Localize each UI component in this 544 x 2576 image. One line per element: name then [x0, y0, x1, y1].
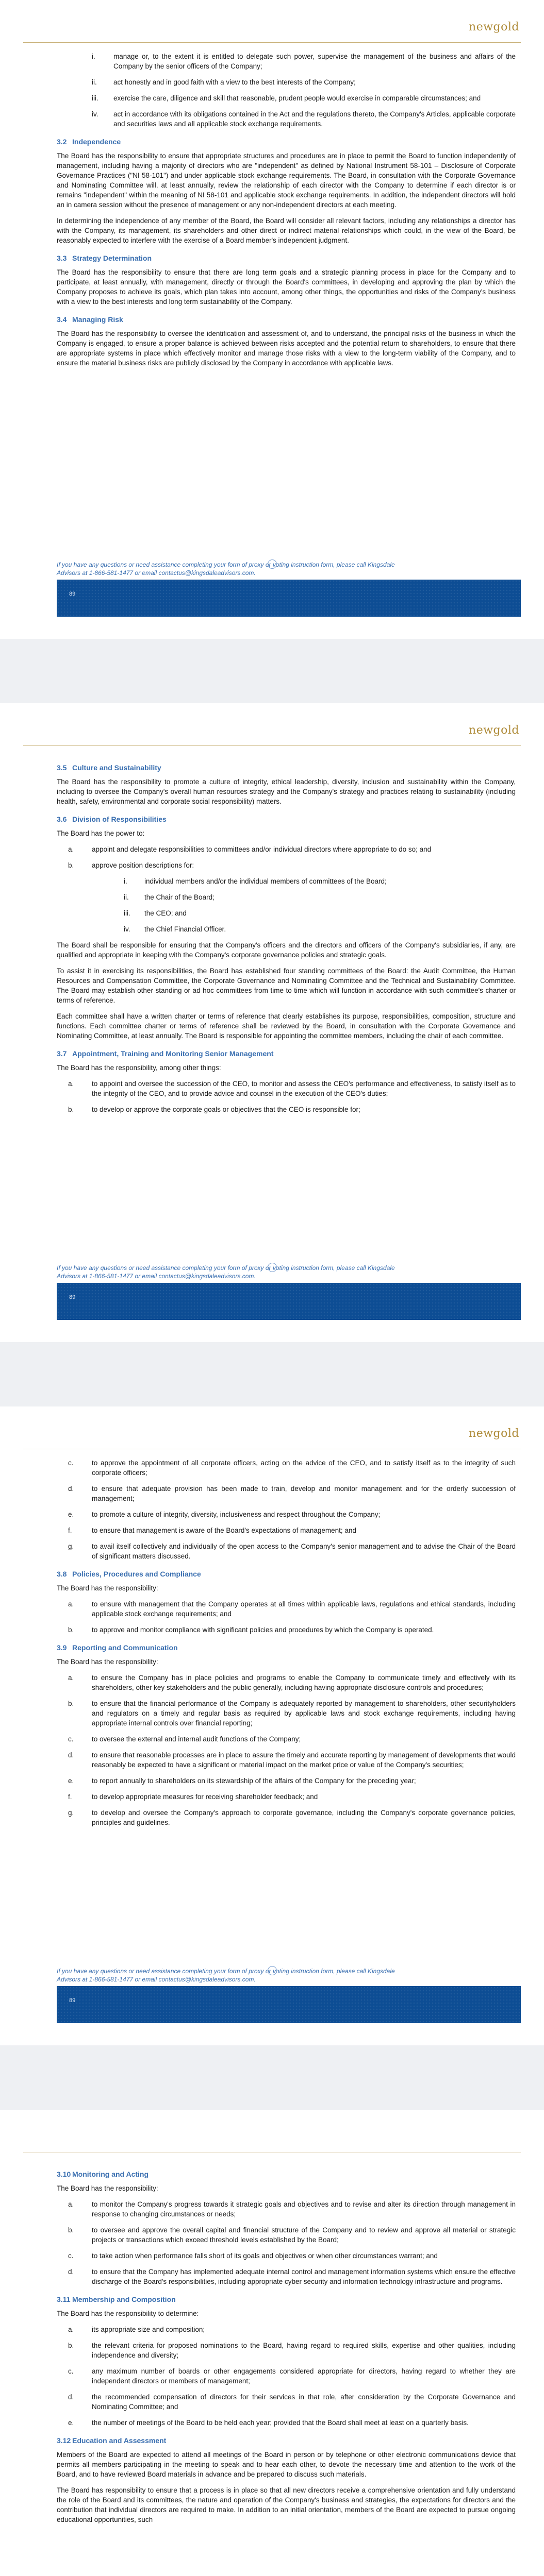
list-item: e. to promote a culture of integrity, diversity, inclusiveness and respect throughout the Company; — [68, 1511, 381, 1518]
page-number: 89 — [69, 591, 76, 597]
page-number: 89 — [69, 1294, 76, 1300]
paragraph: Members of the Board are expected to attend all meetings of the Board in person or by telephone or other electronic communications device that permits all members participating in the meeting to speak and to hear each other, to devote the necessary time and attention to the work of the Board, and to have reviewed Board materials in advance and be prepared to discuss such materials. — [57, 2451, 516, 2478]
section-heading: 3.12 Education and Assessment — [57, 2436, 167, 2445]
newgold-logo: newgold — [469, 724, 519, 737]
page-gap — [0, 639, 544, 703]
page-gap — [0, 1342, 544, 1406]
paragraph: The Board has the responsibility to ensure that there are long term goals and a strategic planning process in place for the Company and to participate, at least annually, with management, directly or through the Board's committees, in developing and approving the plan by which the Company proposes to achieve its goals, which plan takes into account, among other things, the opportunities and risks of the Company's business with a view to the best interests and long term sustainability of the Company. — [57, 268, 516, 306]
paragraph: The Board has the power to: — [57, 829, 145, 837]
list-item: b. the relevant criteria for proposed nominations to the Board, having regard to required skills, expertise and other qualities, including independence and diversity; — [68, 2342, 516, 2359]
list-item: c. to take action when performance falls short of its goals and objectives or when other circumstances warrant; and — [68, 2252, 438, 2260]
page-footer — [57, 1283, 521, 1320]
page-content — [57, 52, 516, 374]
list-item: b. to develop or approve the corporate goals or objectives that the CEO is responsible for; — [68, 1106, 360, 1113]
section-heading: 3.11 Membership and Composition — [57, 2295, 176, 2303]
paragraph: The Board has the responsibility: — [57, 1658, 158, 1666]
header-rule — [23, 745, 521, 746]
list-item: b. approve position descriptions for: — [68, 861, 194, 869]
list-item: a. to ensure the Company has in place policies and programs to enable the Company to communicate timely and effectively with its shareholders, other key stakeholders and the public generally, including having appropriate disclosure controls and procedures; — [68, 1674, 516, 1691]
circle-icon — [268, 560, 277, 569]
paragraph: The Board has the responsibility to promote a culture of integrity, ethical leadership, diversity, inclusion and sustainability within the Company, including to oversee the Company's overall human resources strategy and the Company's strategy and practices relating to sustainability (including health, safety, environmental and corporate social responsibility) matters. — [57, 778, 516, 805]
page-gap — [0, 2045, 544, 2110]
list-item: i. manage or, to the extent it is entitled to delegate such power, supervise the management of the business and affairs of the Company by the senior officers of the Company; — [92, 53, 516, 70]
page-header — [0, 0, 544, 46]
list-item: g. to avail itself collectively and individually of the open access to the Company's senior management and to advise the Chair of the Board of significant matters discussed. — [68, 1543, 516, 1560]
list-item: a. its appropriate size and composition; — [68, 2326, 205, 2333]
list-item: g. to develop and oversee the Company's approach to corporate governance, including the Company's corporate governance policies, principles and guidelines. — [68, 1809, 516, 1826]
paragraph: The Board has the responsibility to oversee the identification and assessment of, and to understand, the principal risks of the business in which the Company is engaged, to ensure a proper balance is achieved between risks accepted and the potential return to shareholders, to ensure that there are appropriate systems in place which effectively monitor and manage those risks with a view to the long-term viability of the Company, and to ensure the material business risks are publicly disclosed by the Company in accordance with applicable laws. — [57, 330, 516, 367]
paragraph: Each committee shall have a written charter or terms of reference that clearly establishes its purpose, responsibilities, composition, structure and functions. Each committee charter or terms of reference shall be reviewed by the Board, in consultation with the Corporate Governance and Nominating Committee, at least annually. The Board is responsible for appointing the committee members, including the chair of each committee. — [57, 1012, 516, 1040]
section-heading: 3.9 Reporting and Communication — [57, 1643, 178, 1652]
list-item: ii. the Chair of the Board; — [124, 893, 215, 901]
proxy-notice: If you have any questions or need assistance completing your form of proxy or voting instruction form, please call Kingsdale Advisors at 1-866-581-1477 or email contactus@kingsdaleadvisors.com. — [57, 1968, 395, 1983]
list-item: a. appoint and delegate responsibilities to committees and/or individual directors where appropriate to do so; and — [68, 845, 432, 853]
section-heading: 3.10 Monitoring and Acting — [57, 2170, 149, 2178]
list-item: i. individual members and/or the individual members of committees of the Board; — [124, 877, 387, 885]
list-item: f. to develop appropriate measures for receiving shareholder feedback; and — [68, 1793, 318, 1801]
paragraph: In determining the independence of any member of the Board, the Board will consider all relevant factors, including any relationships a director has with the Company, its management, its shareholders and other direct or indirect material relationships which could, in the view of the Board, be reasonably expected to interfere with the exercise of a Board member's independent judgment. — [57, 217, 516, 244]
list-item: e. the number of meetings of the Board to be held each year; provided that the Board shall meet at least on a quarterly basis. — [68, 2419, 469, 2427]
list-item: e. to report annually to shareholders on its stewardship of the affairs of the Company for the preceding year; — [68, 1777, 416, 1785]
newgold-logo: newgold — [469, 1427, 519, 1440]
circle-icon — [268, 1263, 277, 1272]
document-page-1 — [0, 0, 544, 639]
list-item: iv. act in accordance with its obligations contained in the Act and the regulations thereto, the Company's Articles, applicable corporate and securities laws and all applicable stock exchange requirements. — [92, 110, 516, 128]
proxy-notice: If you have any questions or need assistance completing your form of proxy or voting instruction form, please call Kingsdale Advisors at 1-866-581-1477 or email contactus@kingsdaleadvisors.com. — [57, 561, 395, 577]
list-item: a. to ensure with management that the Company operates at all times within applicable laws, regulations and ethical standards, including applicable stock exchange requirements; and — [68, 1600, 516, 1618]
section-heading: 3.7 Appointment, Training and Monitoring Senior Management — [57, 1049, 274, 1058]
paragraph: The Board has responsibility to ensure that a process is in place so that all new directors receive a comprehensive orientation and fully understand the role of the Board and its committees, the nature and operation of the Company's business and strategies, the expectations for directors and the contribution that individual directors are required to make. In addition to an initial orientation, members of the Board are expected to pursue ongoing educational opportunities, such — [57, 2486, 516, 2523]
page-header — [0, 2110, 544, 2156]
list-item: b. to ensure that the financial performance of the Company is adequately reported by management to shareholders, other securityholders and regulators on a timely and regular basis as required by applicable laws and stock exchange requirements, including having appropriate internal controls over financial reporting; — [68, 1700, 516, 1727]
page-header — [0, 1406, 544, 1453]
page-number: 89 — [69, 1997, 76, 2004]
page-content — [57, 2161, 516, 2531]
newgold-logo: newgold — [469, 21, 519, 33]
list-item: d. to ensure that reasonable processes are in place to assure the timely and accurate reporting by management of developments that would reasonably be expected to have a significant or material impact on the market price or value of the Company's securities; — [68, 1751, 516, 1769]
list-item: c. to oversee the external and internal audit functions of the Company; — [68, 1735, 301, 1743]
section-heading: 3.4 Managing Risk — [57, 315, 123, 324]
proxy-notice: If you have any questions or need assistance completing your form of proxy or voting instruction form, please call Kingsdale Advisors at 1-866-581-1477 or email contactus@kingsdaleadvisors.com. — [57, 1264, 395, 1280]
document-page-3 — [0, 1406, 544, 2045]
list-item: d. to ensure that adequate provision has been made to train, develop and monitor management and for the orderly succession of management; — [68, 1485, 516, 1502]
page-footer — [57, 580, 521, 617]
header-rule — [23, 2152, 521, 2153]
paragraph: The Board has the responsibility: — [57, 1584, 158, 1592]
page-content — [57, 755, 516, 1121]
list-item: b. to approve and monitor compliance with significant policies and procedures by which the Company is operated. — [68, 1626, 434, 1634]
list-item: c. any maximum number of boards or other engagements considered appropriate for directors, having regard to whether they are independent directors or members of management; — [68, 2367, 516, 2385]
list-item: iii. the CEO; and — [124, 909, 187, 917]
section-heading: 3.6 Division of Responsibilities — [57, 815, 167, 823]
list-item: f. to ensure that management is aware of the Board's expectations of management; and — [68, 1527, 356, 1534]
list-item: d. the recommended compensation of directors for their services in that role, after consideration by the Corporate Governance and Nominating Committee; and — [68, 2393, 516, 2411]
section-heading: 3.2 Independence — [57, 138, 121, 146]
list-item: c. to approve the appointment of all corporate officers, acting on the advice of the CEO, and to satisfy itself as to the integrity of such corporate officers; — [68, 1459, 516, 1477]
header-rule — [23, 42, 521, 43]
paragraph: The Board has the responsibility, among other things: — [57, 1064, 221, 1072]
paragraph: The Board has the responsibility to determine: — [57, 2310, 199, 2317]
list-item: ii. act honestly and in good faith with a view to the best interests of the Company; — [92, 78, 356, 86]
list-item: d. to ensure that the Company has implemented adequate internal control and management information systems which ensure the effective discharge of the Board's responsibilities, including appropriate cyber security and information technology infrastructure and programs. — [68, 2268, 516, 2285]
list-item: iv. the Chief Financial Officer. — [124, 925, 226, 933]
list-item: b. to oversee and approve the overall capital and financial structure of the Company and to review and approve all material or strategic projects or transactions which exceed threshold levels established by the Board; — [68, 2226, 516, 2244]
page-content — [57, 1458, 516, 1834]
page-footer — [57, 1986, 521, 2023]
page-header — [0, 703, 544, 750]
circle-icon — [268, 1966, 277, 1975]
document-page-4 — [0, 2110, 544, 2576]
paragraph: The Board has the responsibility to ensure that appropriate structures and procedures are in place to permit the Board to function independently of management, including having a majority of directors who are "independent" as defined by National Instrument 58-101 – Disclosure of Corporate Governance Practices ("NI 58-101") and under applicable stock exchange requirements. The Board, in consultation with the Corporate Governance and Nominating Committee will, at least annually, review the relationship of each director with the Company to determine if each director is or remains "independent" within the meaning of NI 58-101 and applicable stock exchange requirements. In addition, the independent directors will hold an in camera session without the presence of management or any non-independent directors at each meeting. — [57, 152, 516, 209]
section-heading: 3.5 Culture and Sustainability — [57, 764, 161, 772]
section-heading: 3.3 Strategy Determination — [57, 254, 152, 262]
paragraph: The Board has the responsibility: — [57, 2184, 158, 2192]
paragraph: To assist it in exercising its responsibilities, the Board has established four standing committees of the Board: the Audit Committee, the Human Resources and Compensation Committee, the Corporate Governance and Nominating Committee and the Technical and Sustainability Committee. The Board may establish other standing or ad hoc committees from time to time which will function in accordance with such committee's charter or terms of reference. — [57, 967, 516, 1004]
paragraph: The Board shall be responsible for ensuring that the Company's officers and the directors and officers of the Company's subsidiaries, if any, are qualified and appropriate in keeping with the Company's corporate governance policies and strategic goals. — [57, 941, 516, 959]
list-item: a. to monitor the Company's progress towards it strategic goals and objectives and to revise and alter its direction through management in response to changing circumstances or needs; — [68, 2200, 516, 2218]
section-heading: 3.8 Policies, Procedures and Compliance — [57, 1570, 201, 1578]
document-page-2 — [0, 703, 544, 1342]
list-item: a. to appoint and oversee the succession of the CEO, to monitor and assess the CEO's performance and effectiveness, to satisfy itself as to the integrity of the CEO, and to provide advice and counsel in the execution of the CEO's duties; — [68, 1080, 516, 1097]
list-item: iii. exercise the care, diligence and skill that reasonable, prudent people would exercise in comparable circumstances; and — [92, 94, 481, 102]
